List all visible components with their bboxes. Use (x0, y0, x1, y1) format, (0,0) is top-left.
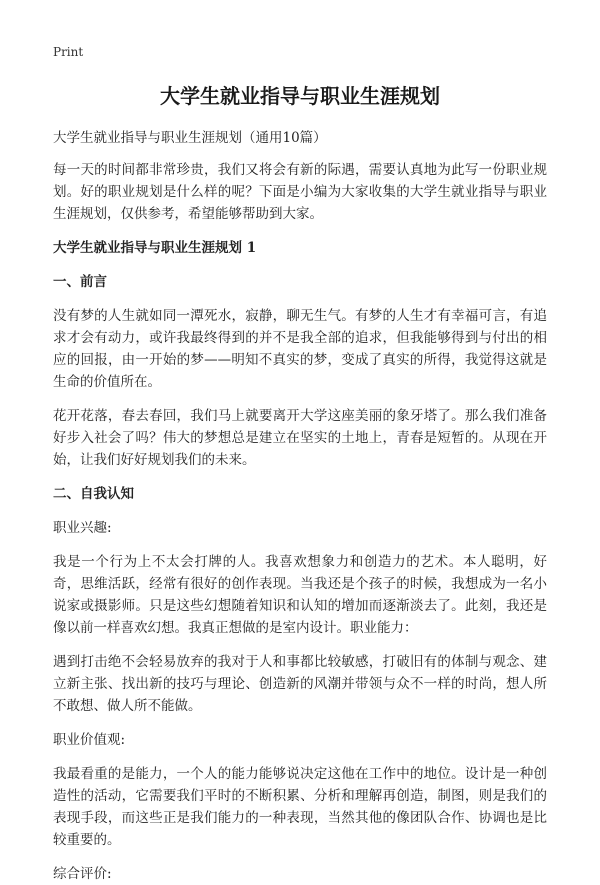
career-interest-label: 职业兴趣: (53, 520, 112, 536)
career-interest-paragraph: 我是一个行为上不太会打牌的人。我喜欢想象力和创造力的艺术。本人聪明，好奇，思维活跃，经常有很好的创作表现。当我还是个孩子的时候，我想成为一名小说家或摄影师。只是这些幻想随着知识和认知的增加而逐渐淡去了。此刻，我还是像以前一样喜欢幻想。我真正想做的是室内设计。职业能力： (53, 554, 547, 636)
article-heading: 大学生就业指导与职业生涯规划 1 (53, 240, 257, 256)
overall-evaluation-label: 综合评价: (53, 866, 112, 882)
career-ability-paragraph: 遇到打击绝不会轻易放弃的我对于人和事都比较敏感，打破旧有的体制与观念、建立新主张、找出新的技巧与理论、创造新的风潮并带领与众不一样的时尚，想人所不敢想、做人所不能做。 (53, 654, 547, 714)
document-subtitle: 大学生就业指导与职业生涯规划（通用10篇） (53, 130, 327, 146)
section-heading-preface: 一、前言 (53, 274, 107, 290)
intro-paragraph: 每一天的时间都非常珍贵，我们又将会有新的际遇，需要认真地为此写一份职业规划。好的职业规划是什么样的呢？下面是小编为大家收集的大学生就业指导与职业生涯规划，仅供参考，希望能够帮助到大家。 (53, 162, 547, 222)
print-label[interactable]: Print (53, 45, 84, 59)
preface-paragraph-1: 没有梦的人生就如同一潭死水，寂静，聊无生气。有梦的人生才有幸福可言，有追求才会有动力，或许我最终得到的并不是我全部的追求，但我能够得到与付出的相应的回报，由一开始的梦——明知不真实的梦，变成了真实的所得，我觉得这就是生命的价值所在。 (53, 308, 547, 390)
document-title: 大学生就业指导与职业生涯规划 (160, 84, 440, 108)
career-values-paragraph: 我最看重的是能力，一个人的能力能够说决定这他在工作中的地位。设计是一种创造性的活动，它需要我们平时的不断积累、分析和理解再创造，制图，则是我们的表现手段，而这些正是我们能力的一种表现，当然其他的像团队合作、协调也是比较重要的。 (53, 766, 547, 848)
preface-paragraph-2: 花开花落，春去春回，我们马上就要离开大学这座美丽的象牙塔了。那么我们准备好步入社会了吗？伟大的梦想总是建立在坚实的土地上，青春是短暂的。从现在开始，让我们好好规划我们的未来。 (53, 408, 547, 468)
section-heading-self-awareness: 二、自我认知 (53, 486, 134, 502)
career-values-label: 职业价值观: (53, 732, 126, 748)
